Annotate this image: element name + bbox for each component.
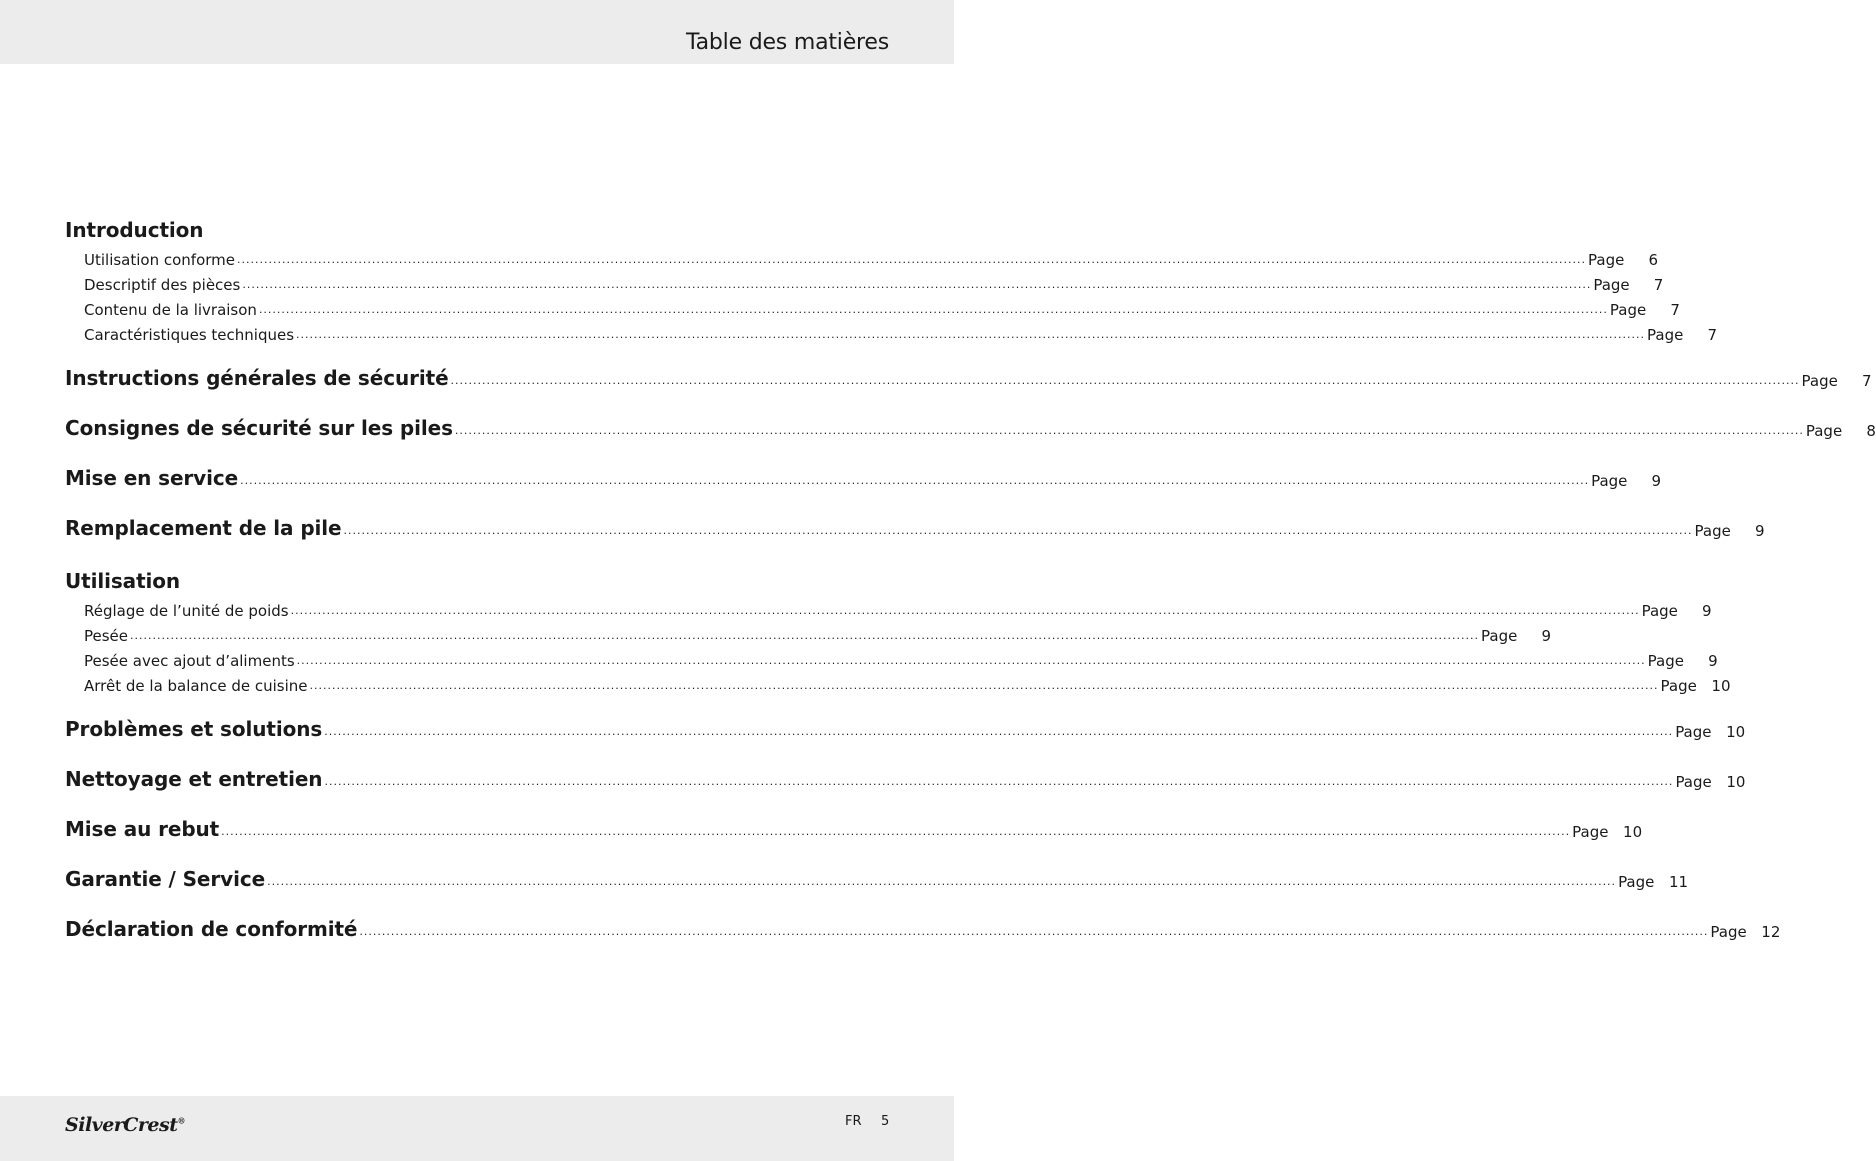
page-number: 10 <box>1711 677 1731 695</box>
toc-section-entry[interactable] <box>65 516 1765 540</box>
page-number-footer: 5 <box>881 1114 890 1129</box>
toc-section-entry[interactable] <box>65 466 1662 490</box>
toc-entry-label: Pesée avec ajout d’aliments <box>84 652 295 670</box>
page-number: 9 <box>1651 472 1662 490</box>
dot-leader: ............................................................................................................................................................................................................................................................................................................ <box>343 524 1693 537</box>
dot-leader: ............................................................................................................................................................................................................................................................................................................ <box>296 328 1646 341</box>
dot-leader: ............................................................................................................................................................................................................................................................................................................ <box>309 679 1659 692</box>
page-number: 11 <box>1668 873 1689 891</box>
toc-entry[interactable] <box>65 247 1658 269</box>
page-word: Page <box>1588 251 1625 269</box>
toc-section-label: Nettoyage et entretien <box>65 767 323 791</box>
page-number: 10 <box>1726 723 1746 741</box>
toc-entry[interactable] <box>65 623 1551 645</box>
toc-section-entry[interactable] <box>65 867 1689 891</box>
page-number: 7 <box>1670 301 1680 319</box>
toc-entry[interactable] <box>65 598 1712 620</box>
page-word: Page <box>1572 823 1609 841</box>
dot-leader: ............................................................................................................................................................................................................................................................................................................ <box>296 654 1646 667</box>
toc-section-label: Remplacement de la pile <box>65 516 342 540</box>
section-title-introduction: Introduction <box>65 218 204 242</box>
page-word: Page <box>1641 602 1678 620</box>
toc-entry[interactable] <box>65 648 1718 670</box>
toc-entry-label: Utilisation conforme <box>84 251 236 269</box>
toc-section-label: Consignes de sécurité sur les piles <box>65 416 453 440</box>
toc-entry-label: Descriptif des pièces <box>84 276 241 294</box>
page-word: Page <box>1609 301 1647 319</box>
language-code: FR <box>845 1114 862 1129</box>
toc-section-label: Mise en service <box>65 466 239 490</box>
toc-section-entry[interactable] <box>65 717 1746 741</box>
toc-entry-label: Réglage de l’unité de poids <box>84 602 289 620</box>
page-number: 6 <box>1648 251 1658 269</box>
page-word: Page <box>1801 372 1838 390</box>
dot-leader: ............................................................................................................................................................................................................................................................................................................ <box>290 604 1640 617</box>
toc-section-label: Instructions générales de sécurité <box>65 366 449 390</box>
dot-leader: ............................................................................................................................................................................................................................................................................................................ <box>359 925 1709 938</box>
registered-mark: ® <box>177 1115 185 1126</box>
page-word: Page <box>1694 522 1731 540</box>
page-number: 9 <box>1541 627 1551 645</box>
brand-name: SilverCrest <box>65 1114 178 1136</box>
toc-section-entry[interactable] <box>65 767 1746 791</box>
page-number: 9 <box>1708 652 1718 670</box>
dot-leader: ............................................................................................................................................................................................................................................................................................................ <box>267 875 1617 888</box>
toc-entry-label: Contenu de la livraison <box>84 301 257 319</box>
page-number: 10 <box>1726 773 1746 791</box>
brand-logo <box>65 1114 185 1136</box>
page-word: Page <box>1660 677 1697 695</box>
page-number: 8 <box>1866 422 1876 440</box>
toc-entry-label: Caractéristiques techniques <box>84 326 295 344</box>
toc-section-label: Garantie / Service <box>65 867 266 891</box>
toc-section-entry[interactable] <box>65 917 1781 941</box>
dot-leader: ............................................................................................................................................................................................................................................................................................................ <box>454 424 1804 437</box>
toc-section-entry[interactable] <box>65 416 1876 440</box>
dot-leader: ............................................................................................................................................................................................................................................................................................................ <box>237 253 1586 266</box>
toc-section-entry[interactable] <box>65 817 1643 841</box>
page-number: 12 <box>1761 923 1781 941</box>
dot-leader: ............................................................................................................................................................................................................................................................................................................ <box>221 825 1571 838</box>
page-word: Page <box>1593 276 1630 294</box>
toc-entry[interactable] <box>65 297 1680 319</box>
toc-entry-label: Pesée <box>84 627 129 645</box>
page-word: Page <box>1481 627 1518 645</box>
page-number: 9 <box>1754 522 1765 540</box>
dot-leader: ............................................................................................................................................................................................................................................................................................................ <box>324 775 1674 788</box>
toc-entry[interactable] <box>65 272 1664 294</box>
page-word: Page <box>1647 652 1684 670</box>
page-word: Page <box>1675 773 1712 791</box>
toc-section-label: Problèmes et solutions <box>65 717 323 741</box>
page-word: Page <box>1591 472 1628 490</box>
dot-leader: ............................................................................................................................................................................................................................................................................................................ <box>258 303 1608 316</box>
dot-leader: ............................................................................................................................................................................................................................................................................................................ <box>130 629 1479 642</box>
page-number: 10 <box>1623 823 1643 841</box>
toc-section-label: Mise au rebut <box>65 817 220 841</box>
toc-section-entry[interactable] <box>65 366 1872 390</box>
toc-entry-label: Arrêt de la balance de cuisine <box>84 677 308 695</box>
dot-leader: ............................................................................................................................................................................................................................................................................................................ <box>450 374 1800 387</box>
toc-section-label: Déclaration de conformité <box>65 917 358 941</box>
page-word: Page <box>1710 923 1747 941</box>
page-word: Page <box>1805 422 1843 440</box>
page-number: 7 <box>1861 372 1872 390</box>
page-title: Table des matières <box>686 30 889 55</box>
page-word: Page <box>1647 326 1684 344</box>
page-number: 7 <box>1653 276 1664 294</box>
page-word: Page <box>1675 723 1712 741</box>
page-number: 9 <box>1702 602 1712 620</box>
page-word: Page <box>1618 873 1655 891</box>
dot-leader: ............................................................................................................................................................................................................................................................................................................ <box>242 278 1592 291</box>
toc-entry[interactable] <box>65 322 1718 344</box>
toc-entry[interactable] <box>65 673 1731 695</box>
dot-leader: ............................................................................................................................................................................................................................................................................................................ <box>324 725 1674 738</box>
section-title-utilisation: Utilisation <box>65 569 181 593</box>
page-number: 7 <box>1707 326 1718 344</box>
dot-leader: ............................................................................................................................................................................................................................................................................................................ <box>240 474 1590 487</box>
